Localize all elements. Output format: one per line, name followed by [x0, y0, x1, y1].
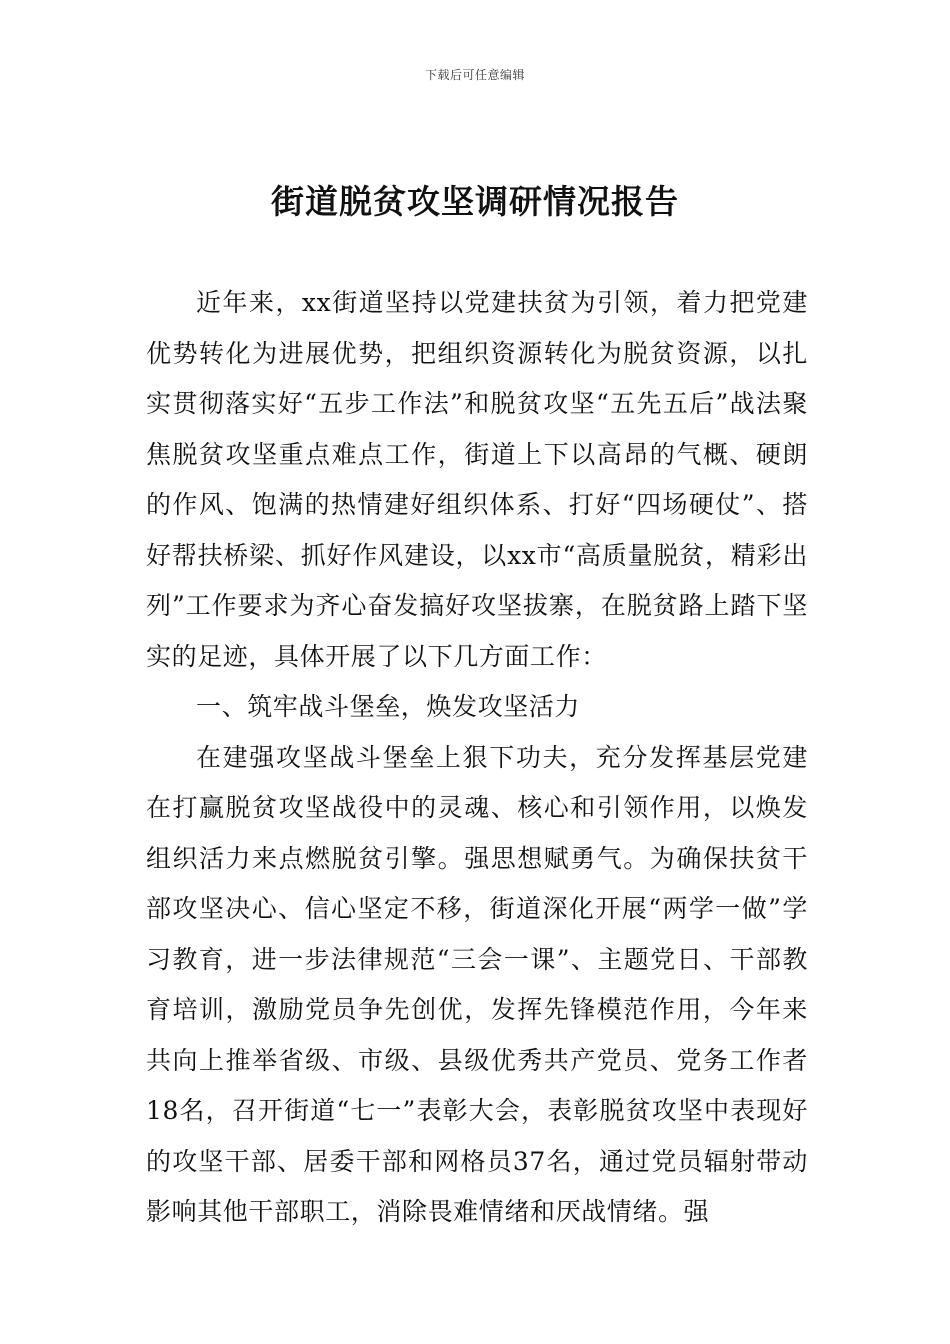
document-title: 街道脱贫攻坚调研情况报告 — [271, 182, 679, 221]
paragraph-section-1: 在建强攻坚战斗堡垒上狠下功夫，充分发挥基层党建在打赢脱贫攻坚战役中的灵魂、核心和引领作用，以焕发组织活力来点燃脱贫引擎。强思想赋勇气。为确保扶贫干部攻坚决心、信心坚定不移，街道深化开展“两学一做”学习教育，进一步法律规范“三会一课”、主题党日、干部教育培训，激励党员争先创优，发挥先锋模范作用，今年来共向上推举省级、市级、县级优秀共产党员、党务工作者18名，召开街道“七一”表彰大会，表彰脱贫攻坚中表现好的攻坚干部、居委干部和网格员37名，通过党员辐射带动影响其他干部职工，消除畏难情绪和厌战情绪。强 — [146, 742, 808, 1226]
section-heading-1: 一、筑牢战斗堡垒，焕发攻坚活力 — [196, 692, 581, 721]
header-note: 下载后可任意编辑 — [424, 68, 525, 82]
paragraph-intro: 近年来，xx街道坚持以党建扶贫为引领，着力把党建优势转化为进展优势，把组织资源转化为脱贫资源，以扎实贯彻落实好“五步工作法”和脱贫攻坚“五先五后”战法聚焦脱贫攻坚重点难点工作，街道上下以高昂的气概、硬朗的作风、饱满的热情建好组织体系、打好“四场硬仗”、搭好帮扶桥梁、抓好作风建设，以xx市“高质量脱贫，精彩出列”工作要求为齐心奋发搞好攻坚拔寨，在脱贫路上踏下坚实的足迹，具体开展了以下几方面工作： — [146, 288, 808, 671]
document-body — [146, 278, 808, 1238]
